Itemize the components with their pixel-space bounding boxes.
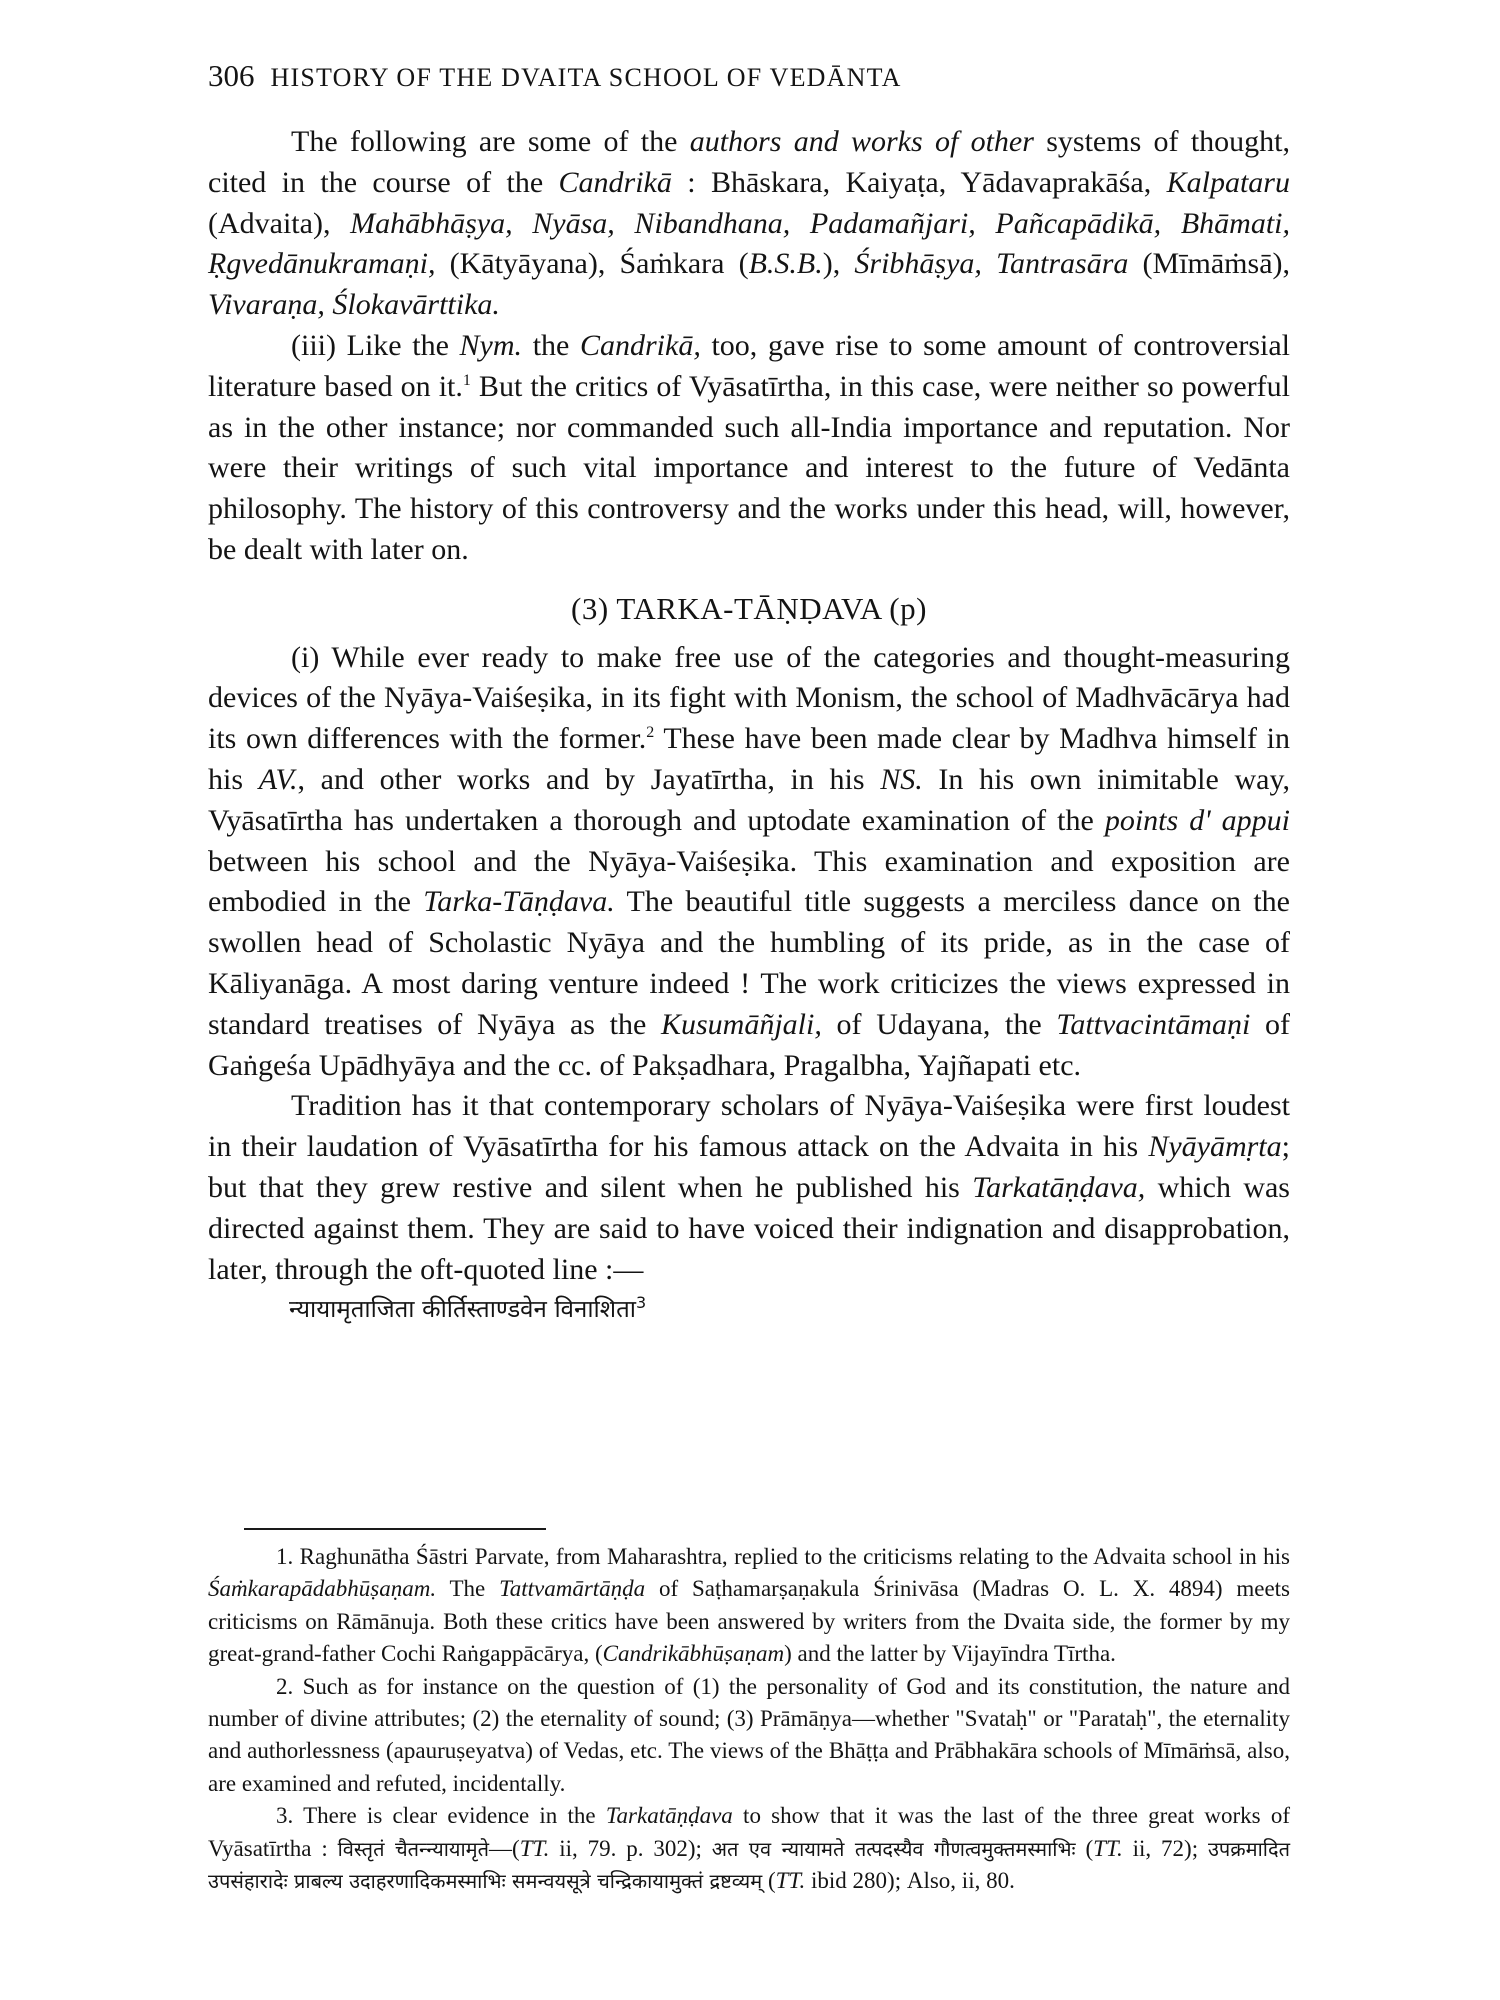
text-run: ( <box>762 1868 776 1894</box>
footnote-marker: 1 <box>462 371 471 389</box>
italic-run: TT. <box>1093 1835 1123 1861</box>
italic-run: Candrikā <box>558 165 672 199</box>
italic-run: Tattvacintāmaṇi <box>1056 1007 1251 1041</box>
paragraph-tradition <box>208 1086 1290 1290</box>
footnote-rule <box>244 1528 546 1530</box>
text-run: 1. Raghunātha Śāstri Parvate, from Maharashtra, replied to the criticisms relating to the Advaita school in his <box>276 1544 1290 1569</box>
text-run: —( <box>489 1835 520 1861</box>
footnote-marker: 2 <box>646 724 655 742</box>
text-run: (Mīmāṁsā), <box>1128 247 1290 281</box>
text-run: ) and the latter by Vijayīndra Tīrtha. <box>784 1641 1116 1667</box>
footnotes <box>208 1541 1290 1897</box>
italic-run: TT. <box>775 1868 806 1894</box>
text-run: the <box>522 328 580 362</box>
text-run: The beautiful title suggests a merciless dance on the swollen head of Scholastic Nyāya and the humbling of its pride, as in the case of Kāliyanāga. A most daring venture indeed ! The work criticizes the views expressed in standard treatises of Nyāya as the <box>208 885 1290 1041</box>
italic-run: authors and works of other <box>689 125 1034 158</box>
running-header <box>208 58 902 94</box>
italic-run: Vivaraṇa, Ślokavārttika. <box>208 288 500 322</box>
italic-run: Kalpataru <box>1166 165 1290 199</box>
italic-run: Candrikā, <box>579 328 701 362</box>
italic-run: NS. <box>880 762 923 796</box>
text-run: But the critics of Vyāsatīrtha, in this case, were neither so powerful as in the other instance; nor commanded such all-India importance and reputation. Nor were their writings of such vital importance and interest to the future of Vedānta philosophy. The history of this controversy and the works under this head, will, however, be dealt with later on. <box>208 369 1290 566</box>
paragraph-controversial-literature <box>208 326 1290 571</box>
text-run: In his own inimitable way, Vyāsatīrtha has undertaken a thorough and uptodate examination of the <box>208 762 1291 837</box>
section-heading: (3) TARKA-TĀṆḌAVA (p) <box>571 590 927 626</box>
text-run: ii, 72); <box>1122 1835 1208 1861</box>
text-run: of Udayana, the <box>821 1007 1057 1041</box>
text-run: : Bhāskara, Kaiyaṭa, Yādavaprakāśa, <box>671 165 1167 199</box>
text-run: to show that it was the last of the three great works of Vyāsatīrtha : <box>208 1803 1290 1861</box>
italic-run: Śribhāṣya, Tantrasāra <box>854 247 1129 281</box>
text-run: between his school and the Nyāya-Vaiśeṣika. This examination and exposition are embodied in the <box>208 844 1290 919</box>
text-run: Tradition has it that contemporary scholars of Nyāya-Vaiśeṣika were first loudest in their laudation of Vyāsatīrtha for his famous attack on the Advaita in his <box>208 1089 1290 1164</box>
footnote-marker: 3 <box>636 1293 647 1313</box>
italic-run: Tattvamārtāṇḍa <box>499 1576 646 1602</box>
sanskrit-run: अत एव न्यायामते तत्पदस्यैव गौणत्वमुक्तमस्माभिः <box>711 1836 1076 1861</box>
text-run: which was directed against them. They are said to have voiced their indignation and disapprobation, later, through the oft-quoted line :— <box>208 1170 1290 1286</box>
italic-run: Kusumāñjali, <box>661 1007 822 1041</box>
italic-run: Śaṁkarapādabhūṣaṇam. <box>208 1576 437 1602</box>
italic-run: TT. <box>519 1835 550 1861</box>
text-run: of Gaṅgeśa Upādhyāya and the cc. of Pakṣadhara, Pragalbha, Yajñapati etc. <box>208 1007 1290 1082</box>
sanskrit-run: विस्तृतं चैतन्न्यायामृते <box>337 1836 490 1861</box>
running-title: HISTORY OF THE DVAITA SCHOOL OF VEDĀNTA <box>270 63 902 92</box>
sanskrit-run: उपक्रमादित उपसंहारादेः प्राबल्य उदाहरणादिकमस्माभिः समन्वयसूत्रे चन्द्रिकायामुक्तं द्रष्टव्यम् <box>208 1836 1290 1894</box>
text-run: These have been made clear by Madhva himself in his <box>208 722 1290 796</box>
text-run: (i) While ever ready to make free use of the categories and thought-measuring devices of the Nyāya-Vaiśeṣika, in its fight with Monism, the school of Madhvācārya had its own differences with the former. <box>208 640 1290 756</box>
italic-run: Tarka-Tāṇḍava. <box>423 885 615 919</box>
text-run: (iii) Like the <box>291 328 460 362</box>
text-run: (Kātyāyana), Śaṁkara ( <box>435 247 749 281</box>
sanskrit-quote <box>208 1292 1290 1326</box>
text-run: ( <box>1075 1835 1094 1861</box>
footnote-3 <box>208 1800 1290 1897</box>
italic-run: Tarkatāṇḍava <box>605 1803 733 1829</box>
text-run: , and other works and by Jayatīrtha, in his <box>297 762 881 796</box>
italic-run: B.S.B. <box>748 247 823 281</box>
italic-run: Nyāyāmṛta <box>1148 1130 1282 1164</box>
text-run: The <box>436 1576 500 1602</box>
italic-run: points d' appui <box>1104 803 1290 837</box>
text-run: ; but that they grew restive and silent when he published his <box>208 1130 1290 1204</box>
text-run: 3. There is clear evidence in the <box>276 1803 606 1829</box>
footnote-1 <box>208 1541 1290 1671</box>
text-run: ii, 79. p. 302); <box>549 1835 712 1861</box>
paragraph-nyaya-differences <box>208 638 1290 1087</box>
text-run: (Advaita), <box>208 206 351 240</box>
text-run: of Saṭhamarṣaṇakula Śrinivāsa (Madras O. L. X. 4894) meets criticisms on Rāmānuja. Both these critics have been answered by writers from the Dvaita side, the former by my great-grand-father Cochi Raṅgappācārya, ( <box>208 1576 1291 1667</box>
italic-run: Nym. <box>459 328 523 362</box>
text-run: The following are some of the <box>291 125 690 158</box>
text-run: too, gave rise to some amount of controversial literature based on it. <box>208 328 1290 403</box>
text-run: systems of thought, cited in the course of the <box>208 125 1291 199</box>
main-text <box>208 122 1290 1326</box>
text-run: ), <box>822 247 855 281</box>
italic-run: Tarkatāṇḍava, <box>972 1170 1146 1204</box>
italic-run: AV. <box>258 762 298 796</box>
sanskrit-verse: न्यायामृताजिता कीर्तिस्ताण्डवेन विनाशिता <box>289 1295 636 1324</box>
paragraph-authors-works <box>208 122 1290 326</box>
footnote-2: 2. Such as for instance on the question of (1) the personality of God and its constitution, the nature and number of divine attributes; (2) the eternality of sound; (3) Prāmāṇya—whether "Svataḥ" or "Parataḥ", the eternality and authorlessness (apauruṣeyatva) of Vedas, etc. The views of the Bhāṭṭa and Prābhakāra schools of Mīmāṁsā, also, are examined and refuted, incidentally. <box>208 1673 1290 1796</box>
italic-run: Mahābhāṣya, Nyāsa, Nibandhana, Padamañjari, Pañcapādikā, Bhāmati, Ṛgvedānukramaṇi, <box>208 206 1290 281</box>
text-run: ibid 280); Also, ii, 80. <box>805 1868 1015 1894</box>
page-number: 306 <box>208 58 255 93</box>
italic-run: Candrikābhūṣaṇam <box>602 1641 785 1667</box>
